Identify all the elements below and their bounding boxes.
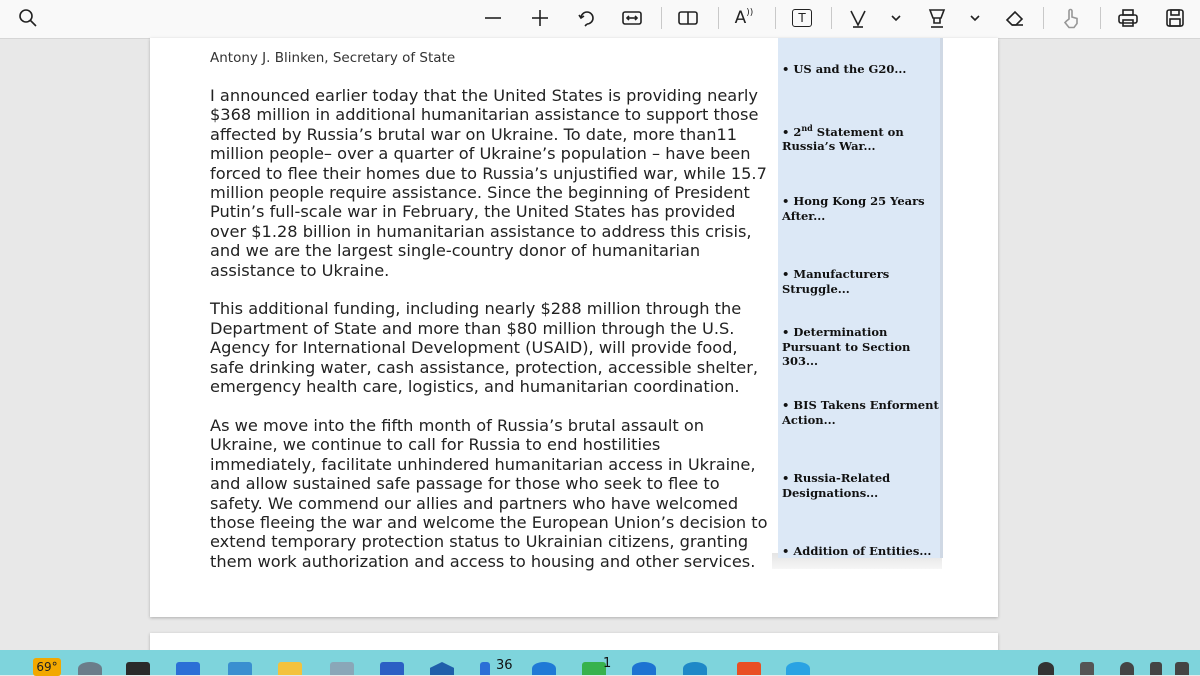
paragraph: This additional funding, including nearly $288 million through the Department of State and more than $80 million through the U.S. Agency for International Development (USAID), will provide food, safe drinking water, cash assistance, protection, accessible shelter, emergency health care, logistics, and humanitarian coordination. [210, 299, 759, 397]
zoom-in-icon[interactable] [525, 4, 555, 32]
sidebar-item[interactable]: • Addition of Entities... [782, 544, 932, 558]
fit-width-icon[interactable] [617, 4, 647, 32]
sidebar-item[interactable]: • Manufacturers Struggle... [782, 267, 890, 296]
taskbar [0, 650, 1200, 675]
battery-icon[interactable] [1175, 662, 1189, 675]
edge-browser-icon[interactable] [683, 662, 707, 675]
wifi-icon[interactable] [1120, 662, 1134, 675]
rotate-icon[interactable] [572, 4, 602, 32]
highlight-icon[interactable] [922, 4, 952, 32]
word-app-icon[interactable] [380, 662, 404, 675]
solitaire-app-icon[interactable] [228, 662, 252, 675]
phone-badge: 1 [603, 656, 612, 671]
pdf-page [150, 38, 998, 617]
tray-app-icon[interactable] [1080, 662, 1094, 675]
page-view-icon[interactable] [672, 4, 704, 32]
paragraph: I announced earlier today that the United States is providing nearly $368 million in additional humanitarian assistance to support those affected by Russia’s brutal war on Ukraine. To date, more than11 million people– over a quarter of Ukraine’s population – have been forced to flee their homes due to Russia’s unjustified war, while 15.7 million people require assistance. Since the beginning of President Putin’s full-scale war in February, the United States has provided over $1.28 billion in humanitarian assistance to address this crisis, and we are the largest single-country donor of humanitarian assistance to Ukraine. [210, 86, 767, 280]
brave-browser-icon[interactable] [737, 662, 761, 675]
sidebar-item[interactable]: • Determination Pursuant to Section 303... [782, 325, 911, 368]
related-links-sidebar [778, 38, 943, 558]
draw-icon[interactable] [843, 4, 873, 32]
print-icon[interactable] [1113, 4, 1143, 32]
volume-icon[interactable] [1150, 662, 1162, 675]
sidebar-item[interactable]: • US and the G20... [782, 62, 907, 76]
skype-app-icon[interactable] [632, 662, 656, 675]
touch-icon[interactable] [1056, 4, 1086, 32]
tray-app-icon[interactable] [1038, 662, 1054, 675]
school-app-icon[interactable] [430, 662, 454, 675]
draw-dropdown-icon[interactable] [885, 4, 907, 32]
eraser-icon[interactable] [1000, 4, 1030, 32]
save-icon[interactable] [1160, 4, 1190, 32]
author-line: Antony J. Blinken, Secretary of State [210, 50, 456, 66]
store-app-icon[interactable] [176, 662, 200, 675]
calculator-app-icon[interactable] [126, 662, 150, 675]
statement-body [210, 86, 770, 591]
settings-app-icon[interactable] [78, 662, 102, 675]
sidebar-item[interactable]: • 2nd Statement on Russia’s War... [782, 123, 904, 154]
sidebar-item[interactable]: • Hong Kong 25 Years After... [782, 194, 925, 223]
messenger-app-icon[interactable] [532, 662, 556, 675]
sidebar-item[interactable]: • BIS Takens Enforment Action... [782, 398, 939, 427]
paragraph: As we move into the fifth month of Russia’s brutal assault on Ukraine, we continue to call for Russia to end hostilities immediately, facilitate unhindered humanitarian access in Ukraine, and allow sustained safe passage for those who seek to flee to safety. We commend our allies and partners who have welcomed those fleeing the war and welcome the European Union’s decision to extend temporary protection status to Ukrainian citizens, granting them work authorization and access to housing and other services. [210, 415, 768, 571]
weather-widget[interactable]: 69° [33, 658, 61, 676]
read-aloud-icon[interactable]: A )) [734, 8, 754, 28]
sidebar-item[interactable]: • Russia-Related Designations... [782, 471, 891, 500]
zoom-out-icon[interactable] [478, 4, 508, 32]
text-box-icon[interactable]: T [786, 4, 818, 32]
highlight-dropdown-icon[interactable] [964, 4, 986, 32]
telegram-app-icon[interactable] [786, 662, 810, 675]
mail-app-icon[interactable] [480, 662, 490, 675]
calendar-app-icon[interactable] [330, 662, 354, 675]
file-explorer-icon[interactable] [278, 662, 302, 675]
mail-badge: 36 [496, 658, 513, 673]
pdf-toolbar [0, 0, 1200, 39]
search-icon[interactable] [14, 4, 42, 32]
